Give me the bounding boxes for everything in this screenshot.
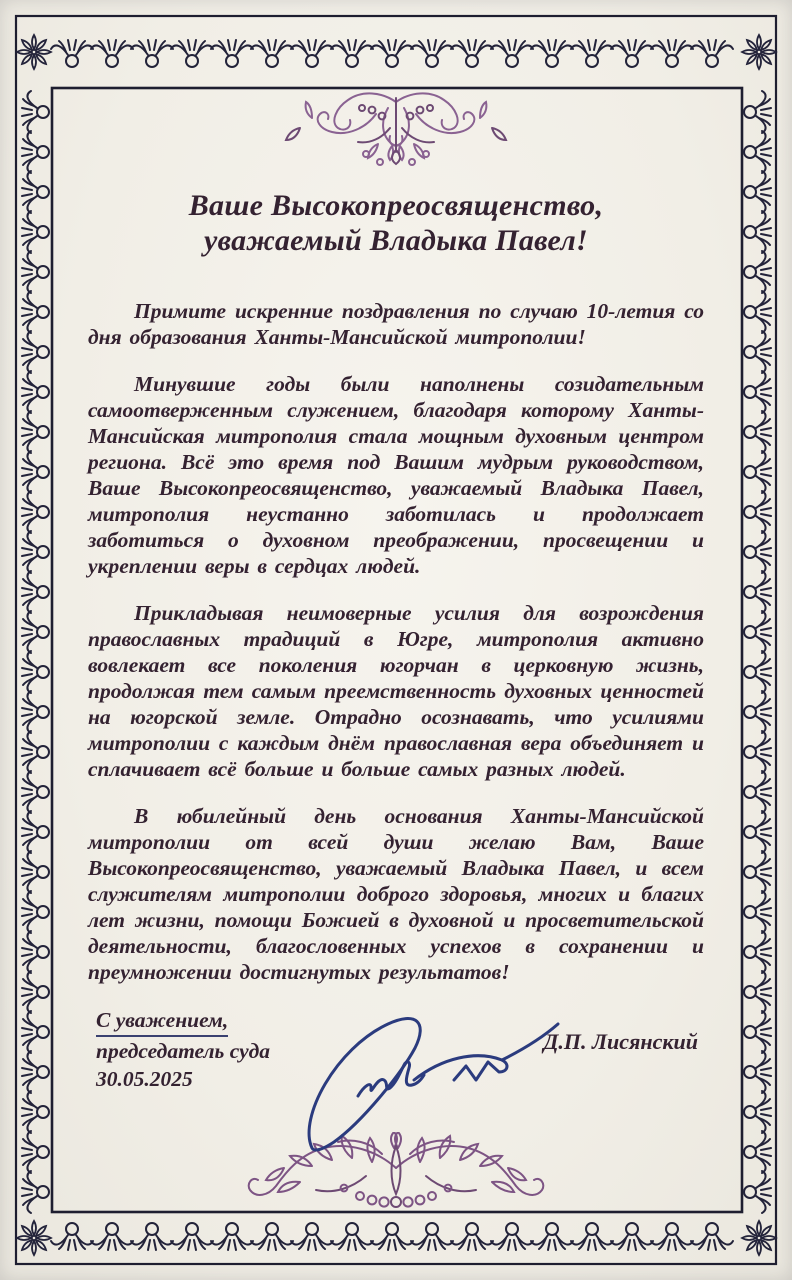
letter-date: 30.05.2025 [96,1067,193,1091]
paragraph-traditions: Прикладывая неимоверные усилия для возрождения православных традиций в Югре, митрополия активно вовлекает все поколения югорчан в церковную жизнь, продолжая тем самым преемственность духовных ценностей на югорской земле. Отрадно осознавать, что усилиями митрополии с каждым днём православная вера объединяет и сплачивает всё больше и больше самых разных людей. [88,601,704,781]
signoff-left [96,1006,270,1093]
title-line1: Ваше Высокопреосвященство, [188,189,604,222]
bottom-flourish-icon [226,1132,566,1210]
signer-position: председатель суда [96,1039,271,1063]
salutation: С уважением, [96,1006,228,1037]
signer-name: Д.П. Лисянский [543,1029,698,1054]
title-line2: уважаемый Владыка Павел! [203,224,589,257]
paragraph-history: Минувшие годы были наполнены созидательным самоотверженным служением, благодаря которому Ханты-Мансийская митрополия стала мощным духовным центром региона. Всё это время под Вашим мудрым руководством, Ваше Высокопреосвященство, уважаемый Владыка Павел, митрополия неустанно заботилась и продолжает заботиться о духовном преображении, просвещении и укреплении веры в сердцах людей. [88,372,704,578]
paragraph-wishes: В юбилейный день основания Ханты-Мансийской митрополии от всей души желаю Вам, Ваше Высокопреосвященство, уважаемый Владыка Павел, и всем служителям митрополии доброго здоровья, многих и благих лет жизни, помощи Божией в духовной и просветительской деятельности, благословенных успехов в сохранении и преумножении достигнутых результатов! [88,804,704,984]
top-flourish-icon [278,88,514,168]
letter-title [88,188,704,258]
signoff-block [88,1006,704,1093]
paragraph-greeting: Примите искренние поздравления по случаю 10-летия со дня образования Ханты-Мансийской митрополии! [88,299,704,349]
letter-body [88,188,704,1093]
